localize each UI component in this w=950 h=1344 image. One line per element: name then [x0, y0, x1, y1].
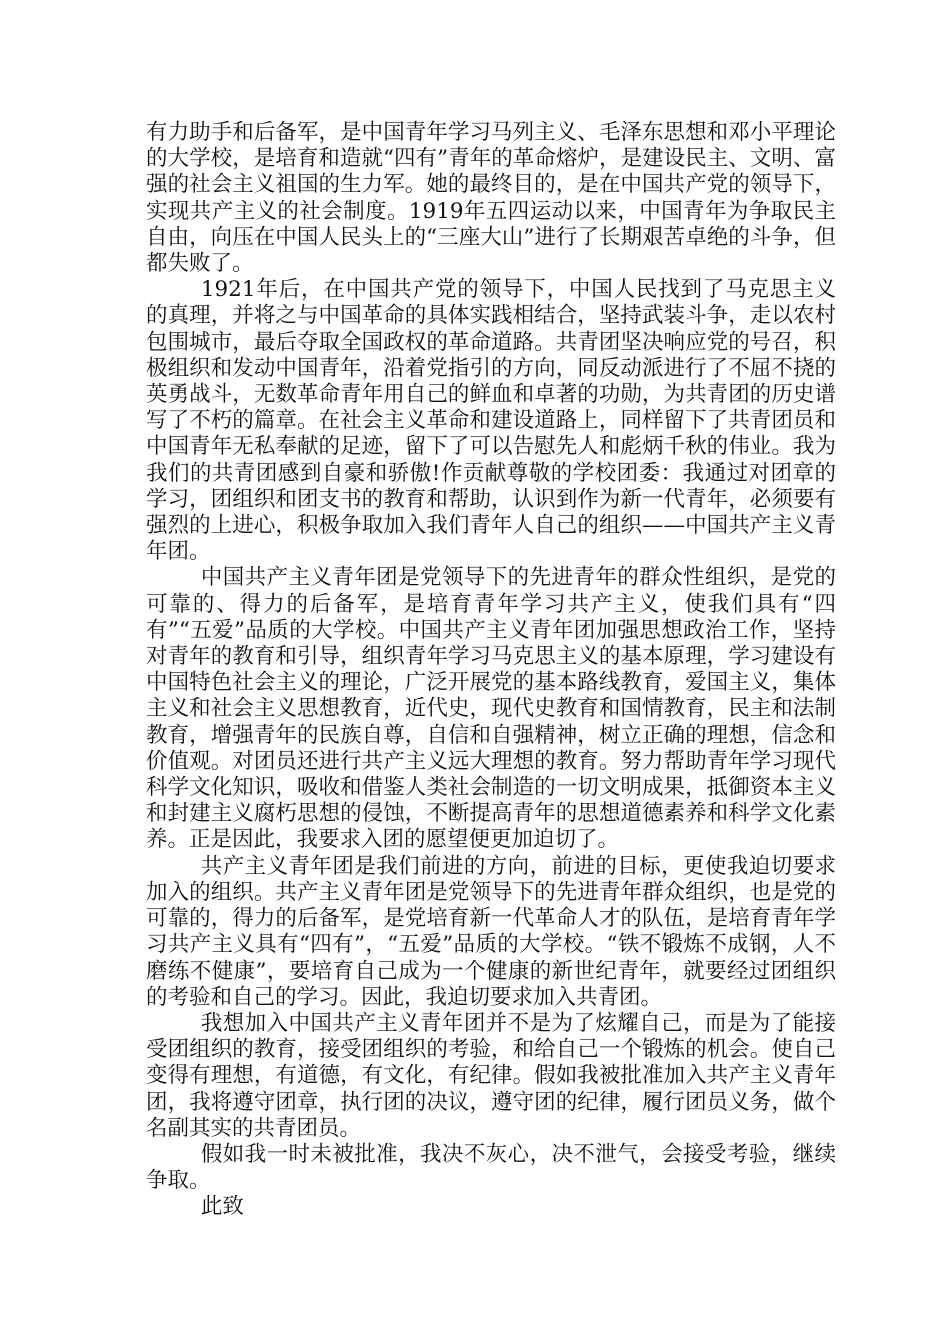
paragraph-continuation: 有力助手和后备军，是中国青年学习马列主义、毛泽东思想和邓小平理论的大学校，是培育和造就“四有”青年的革命熔炉，是建设民主、文明、富强的社会主义祖国的生力军。她的最终目的，是在中国共产党的领导下，实现共产主义的社会制度。1919年五四运动以来，中国青年为争取民主自由，向压在中国人民头上的“三座大山”进行了长期艰苦卓绝的斗争，但都失败了。 [146, 120, 836, 277]
closing-salutation: 此致 [200, 1194, 244, 1220]
paragraph-commitment: 假如我一时未被批准，我决不灰心，决不泄气，会接受考验，继续争取。 [146, 1141, 836, 1194]
paragraph-purpose: 我想加入中国共产主义青年团并不是为了炫耀自己，而是为了能接受团组织的教育，接受团组织的考验，和给自己一个锻炼的机会。使自己变得有理想，有道德，有文化，有纪律。假如我被批准加入共产主义青年团，我将遵守团章，执行团的决议，遵守团的纪律，履行团员义务，做个名副其实的共青团员。 [146, 1010, 836, 1141]
paragraph-league-description: 中国共产主义青年团是党领导下的先进青年的群众性组织，是党的可靠的、得力的后备军，是培育青年学习共产主义，使我们具有“四有”“五爱”品质的大学校。中国共产主义青年团加强思想政治工作，坚持对青年的教育和引导，组织青年学习马克思主义的基本原理，学习建设有中国特色社会主义的理论，广泛开展党的基本路线教育，爱国主义，集体主义和社会主义思想教育，近代史，现代史教育和国情教育，民主和法制教育，增强青年的民族自尊，自信和自强精神，树立正确的理想，信念和价值观。对团员还进行共产主义远大理想的教育。努力帮助青年学习现代科学文化知识，吸收和借鉴人类社会制造的一切文明成果，抵御资本主义和封建主义腐朽思想的侵蚀，不断提高青年的思想道德素养和科学文化素养。正是因此，我要求入团的愿望便更加迫切了。 [146, 565, 836, 853]
paragraph-history: 1921年后，在中国共产党的领导下，中国人民找到了马克思主义的真理，并将之与中国革命的具体实践相结合，坚持武装斗争，走以农村包围城市，最后夺取全国政权的革命道路。共青团坚决响应党的号召，积极组织和发动中国青年，沿着党指引的方向，同反动派进行了不屈不挠的英勇战斗，无数革命青年用自己的鲜血和卓著的功勋，为共青团的历史谱写了不朽的篇章。在社会主义革命和建设道路上，同样留下了共青团员和中国青年无私奉献的足迹，留下了可以告慰先人和彪炳千秋的伟业。我为我们的共青团感到自豪和骄傲!作贡献尊敬的学校团委：我通过对团章的学习，团组织和团支书的教育和帮助，认识到作为新一代青年，必须要有强烈的上进心，积极争取加入我们青年人自己的组织——中国共产主义青年团。 [146, 277, 836, 565]
paragraph-motivation: 共产主义青年团是我们前进的方向，前进的目标，更使我迫切要求加入的组织。共产主义青年团是党领导下的先进青年群众组织，也是党的可靠的，得力的后备军，是党培育新一代革命人才的队伍，是培育青年学习共产主义具有“四有”，“五爱”品质的大学校。“铁不锻炼不成钢，人不磨练不健康”，要培育自己成为一个健康的新世纪青年，就要经过团组织的考验和自己的学习。因此，我迫切要求加入共青团。 [146, 853, 836, 1010]
letter-body [146, 120, 836, 1221]
